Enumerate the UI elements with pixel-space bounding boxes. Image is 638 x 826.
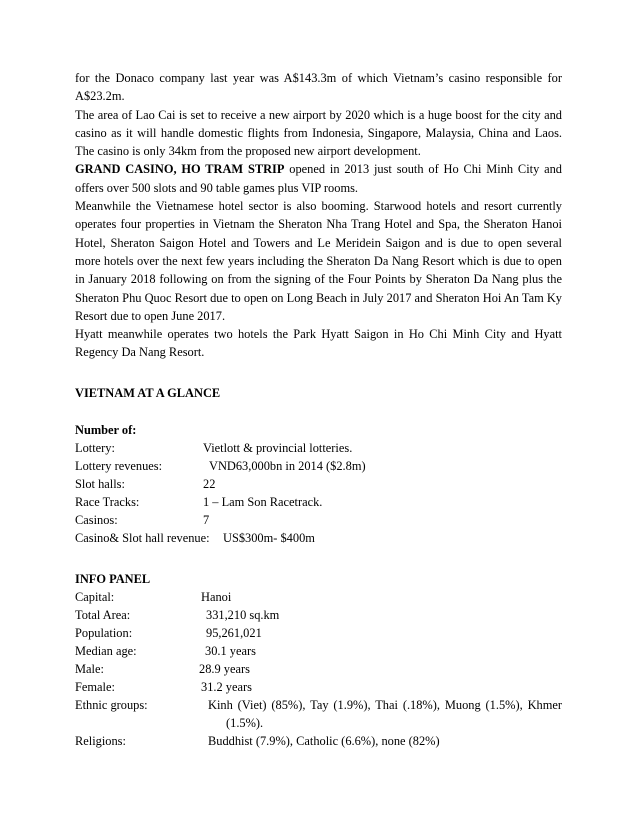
row-label: Population: [75, 626, 133, 640]
row-value: 22 [203, 477, 216, 491]
grand-casino-text: opened in 2013 just south of Ho Chi Minh City and offers over 500 slots and 90 table games plus VIP rooms. [75, 162, 562, 195]
row-value: Vietlott & provincial lotteries. [203, 441, 353, 455]
paragraph-donaco: for the Donaco company last year was A$143.3m of which Vietnam’s casino responsible for A$23.2m. [75, 71, 562, 104]
row-label: Capital: [75, 590, 115, 604]
row-label: Lottery revenues: [75, 459, 163, 473]
row-label: Total Area: [75, 608, 131, 622]
row-label: Lottery: [75, 441, 115, 455]
paragraph-hotels: Meanwhile the Vietnamese hotel sector is also booming. Starwood hotels and resort currently operates four properties in Vietnam the Sheraton Nha Trang Hotel and Spa, the Sheraton Hanoi Hotel, Sheraton Saigon Hotel and Towers and Le Meridein Saigon and is due to open several more hotels over the next few years including the Sheraton Da Nang Resort which is due to open in January 2018 following on from the signing of the Four Points by Sheraton Da Nang plus the Sheraton Phu Quoc Resort due to open on Long Beach in July 2017 and Sheraton Hoi An Tam Ky Resort due to open June 2017. [75, 199, 562, 323]
row-label: Slot halls: [75, 477, 125, 491]
ethnic-groups-value-line1: Kinh (Viet) (85%), Tay (1.9%), Thai (.18%), Muong (1.5%), Khmer [208, 698, 562, 712]
row-label: Male: [75, 662, 104, 676]
info-heading: INFO PANEL [75, 572, 151, 586]
row-label: Median age: [75, 644, 137, 658]
article-body [75, 69, 562, 362]
row-value: Buddhist (7.9%), Catholic (6.6%), none (82%) [208, 734, 440, 748]
glance-heading: VIETNAM AT A GLANCE [75, 386, 221, 400]
row-value: 30.1 years [205, 644, 256, 658]
row-value: 1 – Lam Son Racetrack. [203, 495, 323, 509]
row-value: VND63,000bn in 2014 ($2.8m) [209, 459, 366, 473]
row-value: 7 [203, 513, 210, 527]
row-label: Female: [75, 680, 115, 694]
row-value: US$300m- $400m [223, 531, 315, 545]
row-label: Casino& Slot hall revenue: [75, 531, 210, 545]
row-label: Religions: [75, 734, 126, 748]
row-value: Hanoi [201, 590, 232, 604]
row-label: Race Tracks: [75, 495, 140, 509]
paragraph-hyatt: Hyatt meanwhile operates two hotels the Park Hyatt Saigon in Ho Chi Minh City and Hyatt Regency Da Nang Resort. [75, 327, 562, 360]
ethnic-groups-value-line2: (1.5%). [226, 716, 264, 730]
paragraph-lao-cai: The area of Lao Cai is set to receive a new airport by 2020 which is a huge boost for the city and casino as it will handle domestic flights from Indonesia, Singapore, Malaysia, China and Laos. The casino is only 34km from the proposed new airport development. [75, 107, 562, 159]
row-value: 28.9 years [199, 662, 250, 676]
glance-subheading: Number of: [75, 423, 137, 437]
row-label: Casinos: [75, 513, 118, 527]
paragraph-grand-casino [75, 160, 562, 197]
row-label: Ethnic groups: [75, 698, 148, 712]
row-value: 31.2 years [201, 680, 252, 694]
row-value: 95,261,021 [206, 626, 262, 640]
row-value: 331,210 sq.km [206, 608, 280, 622]
grand-casino-heading: GRAND CASINO, HO TRAM STRIP [75, 162, 285, 177]
